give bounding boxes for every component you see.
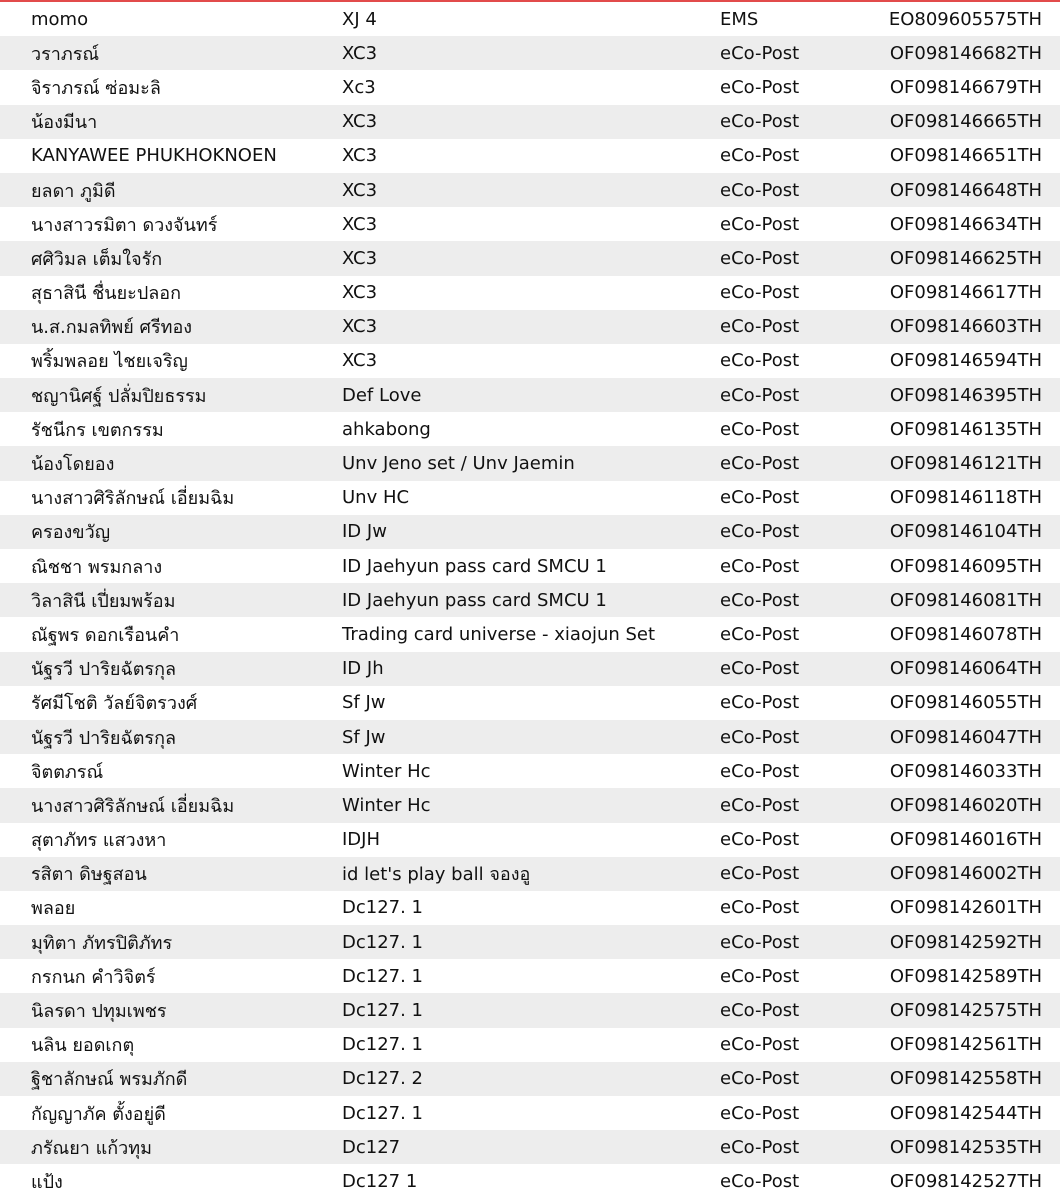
- item-cell: XC3: [342, 316, 378, 338]
- recipient-name-cell: ชญานิศฐ์ ปลั่มปิยธรรม: [31, 385, 207, 407]
- tracking-number-cell: OF098142575TH: [889, 1000, 1042, 1022]
- tracking-number-cell: OF098146617TH: [889, 282, 1042, 304]
- recipient-name-cell: นัฐรวี ปาริยฉัตรกุล: [31, 659, 177, 681]
- tracking-number-cell: OF098146002TH: [889, 863, 1042, 885]
- shipping-service-cell: eCo-Post: [720, 350, 800, 372]
- shipping-service-cell: eCo-Post: [720, 931, 800, 953]
- table-row: [0, 720, 1060, 754]
- table-row: [0, 925, 1060, 959]
- table-row: [0, 241, 1060, 275]
- item-cell: ID Jw: [342, 521, 387, 543]
- table-row: [0, 1164, 1060, 1198]
- tracking-number-cell: OF098146648TH: [889, 179, 1042, 201]
- shipping-service-cell: eCo-Post: [720, 282, 800, 304]
- shipping-service-cell: eCo-Post: [720, 555, 800, 577]
- item-cell: XC3: [342, 350, 378, 372]
- tracking-number-cell: OF098142544TH: [889, 1102, 1042, 1124]
- item-cell: Winter Hc: [342, 794, 431, 816]
- shipping-service-cell: eCo-Post: [720, 42, 800, 64]
- tracking-number-cell: OF098142535TH: [889, 1136, 1042, 1158]
- table-row: [0, 412, 1060, 446]
- item-cell: XJ 4: [342, 8, 377, 30]
- item-cell: ahkabong: [342, 418, 431, 440]
- tracking-number-cell: OF098146020TH: [889, 794, 1042, 816]
- item-cell: XC3: [342, 213, 378, 235]
- tracking-number-cell: OF098146095TH: [889, 555, 1042, 577]
- shipping-service-cell: eCo-Post: [720, 589, 800, 611]
- table-row: [0, 686, 1060, 720]
- recipient-name-cell: รัศมีโชติ วัลย์จิตรวงศ์: [31, 693, 198, 715]
- tracking-number-cell: OF098146121TH: [889, 453, 1042, 475]
- table-row: [0, 2, 1060, 36]
- item-cell: Dc127 1: [342, 1170, 418, 1192]
- recipient-name-cell: momo: [31, 8, 89, 30]
- item-cell: Dc127. 1: [342, 965, 424, 987]
- item-cell: ID Jaehyun pass card SMCU 1: [342, 589, 607, 611]
- tracking-number-cell: OF098146665TH: [889, 111, 1042, 133]
- tracking-number-cell: OF098146395TH: [889, 384, 1042, 406]
- tracking-number-cell: OF098146078TH: [889, 623, 1042, 645]
- shipping-service-cell: eCo-Post: [720, 658, 800, 680]
- table-row: [0, 173, 1060, 207]
- table-row: [0, 1062, 1060, 1096]
- tracking-number-cell: OF098146081TH: [889, 589, 1042, 611]
- table-row: [0, 344, 1060, 378]
- recipient-name-cell: นลิน ยอดเกตุ: [31, 1035, 135, 1057]
- item-cell: XC3: [342, 282, 378, 304]
- recipient-name-cell: ณิชชา พรมกลาง: [31, 556, 163, 578]
- tracking-number-cell: OF098146135TH: [889, 418, 1042, 440]
- recipient-name-cell: นางสาวรมิตา ดวงจันทร์: [31, 214, 218, 236]
- table-row: [0, 105, 1060, 139]
- table-row: [0, 446, 1060, 480]
- tracking-number-cell: OF098146016TH: [889, 829, 1042, 851]
- table-row: [0, 823, 1060, 857]
- shipping-service-cell: eCo-Post: [720, 111, 800, 133]
- recipient-name-cell: แป้ง: [31, 1171, 63, 1193]
- tracking-number-cell: OF098142558TH: [889, 1068, 1042, 1090]
- recipient-name-cell: นัฐรวี ปาริยฉัตรกุล: [31, 727, 177, 749]
- table-row: [0, 481, 1060, 515]
- tracking-number-cell: OF098146055TH: [889, 692, 1042, 714]
- table-row: [0, 1096, 1060, 1130]
- tracking-number-cell: OF098146682TH: [889, 42, 1042, 64]
- item-cell: Dc127. 1: [342, 1034, 424, 1056]
- item-cell: id let's play ball จองอู: [342, 864, 531, 886]
- shipping-service-cell: eCo-Post: [720, 794, 800, 816]
- tracking-number-cell: OF098146634TH: [889, 213, 1042, 235]
- table-row: [0, 1028, 1060, 1062]
- table-row: [0, 36, 1060, 70]
- table-row: [0, 583, 1060, 617]
- item-cell: Dc127. 1: [342, 1000, 424, 1022]
- recipient-name-cell: พริ้มพลอย ไชยเจริญ: [31, 351, 188, 373]
- item-cell: IDJH: [342, 829, 381, 851]
- shipping-service-cell: eCo-Post: [720, 863, 800, 885]
- tracking-number-cell: OF098142589TH: [889, 965, 1042, 987]
- item-cell: Sf Jw: [342, 726, 386, 748]
- recipient-name-cell: ยลดา ภูมิดี: [31, 180, 116, 202]
- shipping-service-cell: eCo-Post: [720, 521, 800, 543]
- shipping-service-cell: eCo-Post: [720, 247, 800, 269]
- shipping-service-cell: eCo-Post: [720, 1068, 800, 1090]
- table-row: [0, 139, 1060, 173]
- recipient-name-cell: วราภรณ์: [31, 43, 100, 65]
- table-row: [0, 1130, 1060, 1164]
- tracking-number-cell: OF098142561TH: [889, 1034, 1042, 1056]
- item-cell: ID Jh: [342, 658, 384, 680]
- tracking-number-cell: OF098146603TH: [889, 316, 1042, 338]
- item-cell: XC3: [342, 42, 378, 64]
- shipping-service-cell: eCo-Post: [720, 760, 800, 782]
- shipping-service-cell: eCo-Post: [720, 897, 800, 919]
- recipient-name-cell: สุตาภัทร แสวงหา: [31, 830, 167, 852]
- tracking-number-cell: OF098142601TH: [889, 897, 1042, 919]
- item-cell: XC3: [342, 247, 378, 269]
- item-cell: Dc127. 1: [342, 897, 424, 919]
- table-row: [0, 70, 1060, 104]
- recipient-name-cell: รสิตา ดิษฐสอน: [31, 864, 147, 886]
- item-cell: Dc127. 1: [342, 1102, 424, 1124]
- shipping-service-cell: eCo-Post: [720, 179, 800, 201]
- item-cell: Sf Jw: [342, 692, 386, 714]
- item-cell: Dc127. 2: [342, 1068, 424, 1090]
- table-row: [0, 959, 1060, 993]
- recipient-name-cell: กัญญาภัค ตั้งอยู่ดี: [31, 1103, 166, 1125]
- recipient-name-cell: น.ส.กมลทิพย์ ศรีทอง: [31, 317, 193, 339]
- table-row: [0, 891, 1060, 925]
- item-cell: Dc127. 1: [342, 931, 424, 953]
- recipient-name-cell: ภรัณยา แก้วทุม: [31, 1137, 152, 1159]
- recipient-name-cell: จิราภรณ์ ซ่อมะลิ: [31, 77, 161, 99]
- shipping-service-cell: EMS: [720, 8, 759, 30]
- recipient-name-cell: ฐิชาลักษณ์ พรมภักดี: [31, 1069, 188, 1091]
- item-cell: Def Love: [342, 384, 422, 406]
- shipping-service-cell: eCo-Post: [720, 1000, 800, 1022]
- item-cell: XC3: [342, 111, 378, 133]
- shipping-service-cell: eCo-Post: [720, 76, 800, 98]
- item-cell: Unv Jeno set / Unv Jaemin: [342, 453, 575, 475]
- shipping-service-cell: eCo-Post: [720, 965, 800, 987]
- shipment-table: [0, 2, 1060, 1199]
- item-cell: Unv HC: [342, 487, 410, 509]
- recipient-name-cell: นิลรดา ปทุมเพชร: [31, 1001, 167, 1023]
- shipping-service-cell: eCo-Post: [720, 1170, 800, 1192]
- tracking-number-cell: OF098142527TH: [889, 1170, 1042, 1192]
- table-row: [0, 617, 1060, 651]
- recipient-name-cell: สุธาสินี ชื่นยะปลอก: [31, 283, 181, 305]
- recipient-name-cell: KANYAWEE PHUKHOKNOEN: [31, 145, 277, 167]
- tracking-number-cell: OF098146679TH: [889, 76, 1042, 98]
- shipping-service-cell: eCo-Post: [720, 145, 800, 167]
- tracking-number-cell: OF098146118TH: [889, 487, 1042, 509]
- item-cell: XC3: [342, 145, 378, 167]
- tracking-number-cell: OF098146047TH: [889, 726, 1042, 748]
- table-row: [0, 788, 1060, 822]
- shipping-service-cell: eCo-Post: [720, 1102, 800, 1124]
- recipient-name-cell: ณัฐพร ดอกเรือนคำ: [31, 624, 180, 646]
- recipient-name-cell: นางสาวศิริลักษณ์ เอี่ยมฉิม: [31, 488, 235, 510]
- shipping-service-cell: eCo-Post: [720, 418, 800, 440]
- item-cell: Xc3: [342, 76, 376, 98]
- table-row: [0, 515, 1060, 549]
- recipient-name-cell: นางสาวศิริลักษณ์ เอี่ยมฉิม: [31, 795, 235, 817]
- shipping-service-cell: eCo-Post: [720, 1034, 800, 1056]
- tracking-number-cell: OF098142592TH: [889, 931, 1042, 953]
- recipient-name-cell: พลอย: [31, 898, 76, 920]
- table-row: [0, 754, 1060, 788]
- shipping-service-cell: eCo-Post: [720, 384, 800, 406]
- recipient-name-cell: ศศิวิมล เต็มใจรัก: [31, 248, 163, 270]
- table-row: [0, 310, 1060, 344]
- tracking-number-cell: OF098146104TH: [889, 521, 1042, 543]
- item-cell: Dc127: [342, 1136, 401, 1158]
- tracking-number-cell: OF098146594TH: [889, 350, 1042, 372]
- item-cell: XC3: [342, 179, 378, 201]
- tracking-number-cell: OF098146625TH: [889, 247, 1042, 269]
- table-row: [0, 993, 1060, 1027]
- item-cell: ID Jaehyun pass card SMCU 1: [342, 555, 607, 577]
- shipping-service-cell: eCo-Post: [720, 316, 800, 338]
- recipient-name-cell: ครองขวัญ: [31, 522, 111, 544]
- shipping-service-cell: eCo-Post: [720, 726, 800, 748]
- table-row: [0, 378, 1060, 412]
- recipient-name-cell: น้องมีนา: [31, 112, 98, 134]
- item-cell: Trading card universe - xiaojun Set: [342, 623, 656, 645]
- table-row: [0, 652, 1060, 686]
- shipping-service-cell: eCo-Post: [720, 623, 800, 645]
- table-row: [0, 857, 1060, 891]
- shipping-service-cell: eCo-Post: [720, 213, 800, 235]
- tracking-number-cell: OF098146651TH: [889, 145, 1042, 167]
- recipient-name-cell: น้องโดยอง: [31, 454, 115, 476]
- table-row: [0, 549, 1060, 583]
- tracking-number-cell: EO809605575TH: [888, 8, 1042, 30]
- recipient-name-cell: จิตตภรณ์: [31, 761, 104, 783]
- shipping-service-cell: eCo-Post: [720, 829, 800, 851]
- shipping-service-cell: eCo-Post: [720, 1136, 800, 1158]
- recipient-name-cell: กรกนก คำวิจิตร์: [31, 966, 156, 988]
- item-cell: Winter Hc: [342, 760, 431, 782]
- tracking-number-cell: OF098146033TH: [889, 760, 1042, 782]
- recipient-name-cell: มุทิตา ภัทรปิติภัทร: [31, 932, 173, 954]
- shipping-service-cell: eCo-Post: [720, 453, 800, 475]
- table-row: [0, 276, 1060, 310]
- shipping-service-cell: eCo-Post: [720, 487, 800, 509]
- tracking-number-cell: OF098146064TH: [889, 658, 1042, 680]
- recipient-name-cell: รัชนีกร เขตกรรม: [31, 419, 164, 441]
- recipient-name-cell: วิลาสินี เปี่ยมพร้อม: [31, 590, 176, 612]
- shipping-service-cell: eCo-Post: [720, 692, 800, 714]
- table-row: [0, 207, 1060, 241]
